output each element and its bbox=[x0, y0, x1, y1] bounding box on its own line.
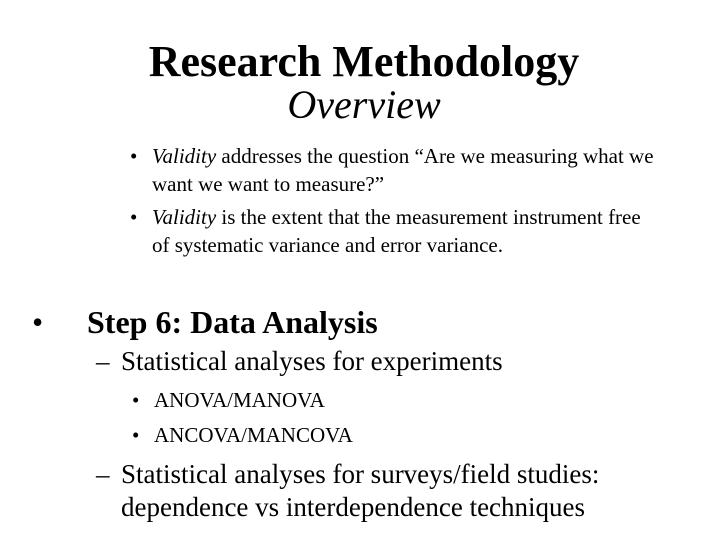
validity-term: Validity bbox=[152, 144, 217, 168]
bullet-icon: • bbox=[130, 205, 138, 229]
sub-point-label: Statistical analyses for surveys/field studies: dependence vs interdependence techniques bbox=[121, 459, 600, 522]
validity-term: Validity bbox=[152, 205, 217, 229]
sub-point-label: Statistical analyses for experiments bbox=[121, 346, 503, 376]
bullet-icon: • bbox=[32, 304, 44, 340]
step-label: Step 6: Data Analysis bbox=[87, 304, 378, 340]
validity-description: addresses the question “Are we measuring what we want we want to measure?” bbox=[152, 144, 654, 196]
bullet-icon: • bbox=[132, 423, 140, 447]
title-main: Research Methodology bbox=[148, 37, 580, 86]
bullet-icon: • bbox=[130, 144, 138, 168]
validity-point-text bbox=[152, 203, 662, 259]
title-subtitle: Overview bbox=[287, 82, 441, 127]
list-item-label: ANCOVA/MANCOVA bbox=[154, 423, 353, 447]
list-item-label: ANOVA/MANOVA bbox=[154, 388, 325, 412]
validity-description: is the extent that the measurement instrument free of systematic variance and error variance. bbox=[152, 205, 641, 257]
bullet-icon: • bbox=[132, 388, 140, 412]
slide-title bbox=[0, 36, 728, 128]
validity-point-text bbox=[152, 142, 662, 198]
dash-icon: – bbox=[96, 459, 110, 489]
dash-icon: – bbox=[96, 346, 110, 376]
